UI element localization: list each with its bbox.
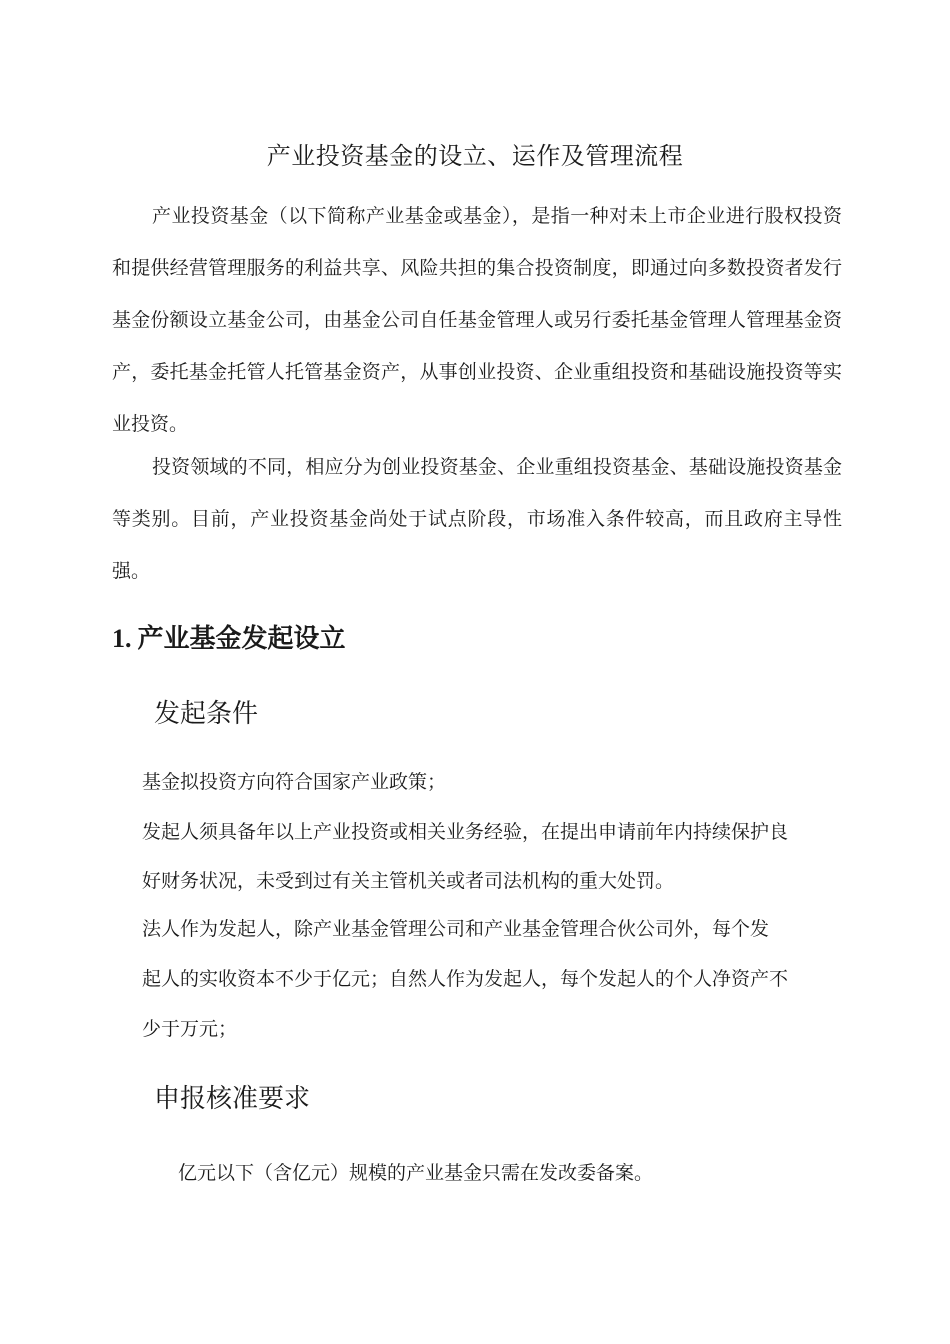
intro-paragraph: 产业投资基金（以下简称产业基金或基金），是指一种对未上市企业进行股权投资和提供经营管理服务的利益共享、风险共担的集合投资制度，即通过向多数投资者发行基金份额设立基金公司，由基金公司自任基金管理人或另行委托基金管理人管理基金资产，委托基金托管人托管基金资产，从事创业投资、企业重组投资和基础设施投资等实业投资。: [112, 205, 842, 435]
section-number: 1.: [112, 624, 132, 653]
section-title: 产业基金发起设立: [137, 624, 346, 654]
condition-line: 发起人须具备年以上产业投资或相关业务经验，在提出申请前年内持续保护良: [142, 821, 789, 843]
section-heading: [112, 618, 346, 655]
condition-line: 好财务状况，未受到过有关主管机关或者司法机构的重大处罚。: [142, 870, 675, 892]
condition-line: 起人的实收资本不少于亿元；自然人作为发起人，每个发起人的个人净资产不: [142, 968, 789, 990]
classification-paragraph: 投资领域的不同，相应分为创业投资基金、企业重组投资基金、基础设施投资基金等类别。目前，产业投资基金尚处于试点阶段，市场准入条件较高，而且政府主导性强。: [112, 456, 842, 582]
conditions-heading: 发起条件: [154, 699, 259, 729]
condition-line: 基金拟投资方向符合国家产业政策；: [142, 771, 447, 793]
approval-line: 亿元以下（含亿元）规模的产业基金只需在发改委备案。: [178, 1162, 654, 1184]
document-title: 产业投资基金的设立、运作及管理流程: [266, 142, 684, 170]
condition-line: 少于万元；: [142, 1018, 238, 1040]
approval-heading: 申报核准要求: [154, 1084, 311, 1114]
condition-line: 法人作为发起人，除产业基金管理公司和产业基金管理合伙公司外，每个发: [142, 918, 770, 940]
